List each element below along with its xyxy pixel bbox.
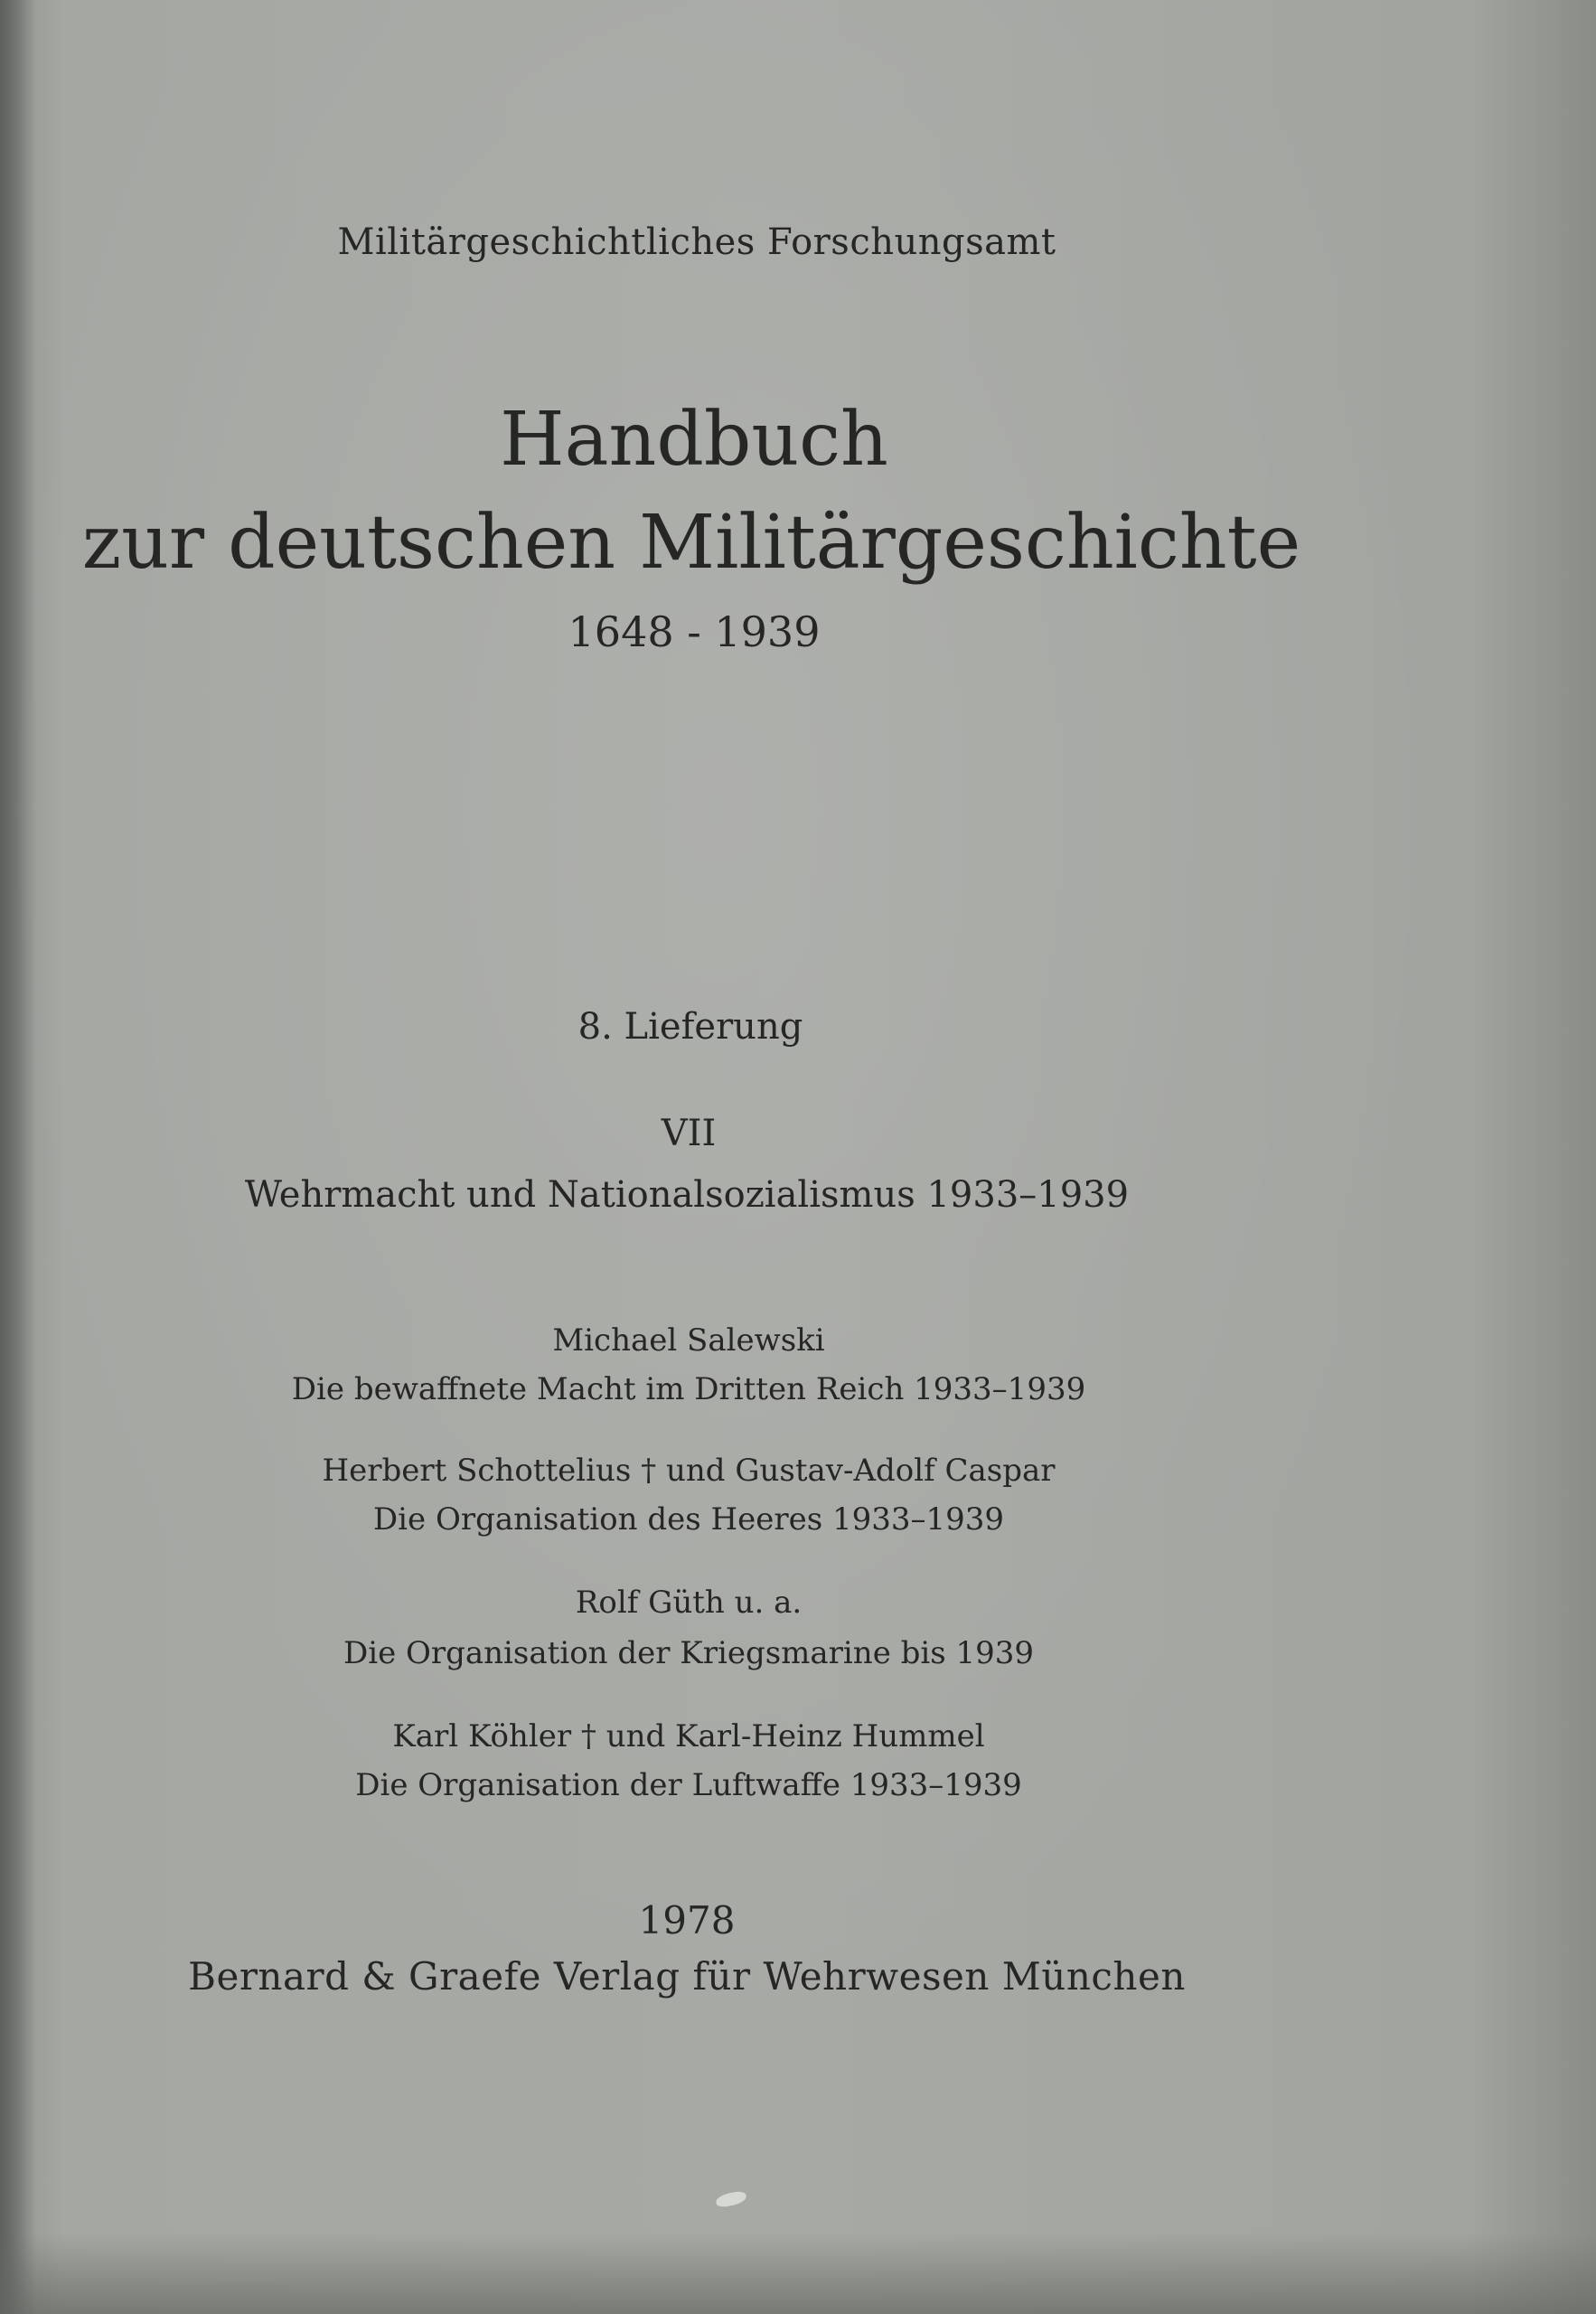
contribution-title: Die bewaffnete Macht im Dritten Reich 1933–1939 [291,1371,1086,1407]
contribution-title: Die Organisation der Luftwaffe 1933–1939 [355,1767,1022,1803]
publisher: Bernard & Graefe Verlag für Wehrwesen München [188,1954,1186,1999]
book-years: 1648 - 1939 [568,607,821,656]
installment-label: 8. Lieferung [577,1006,803,1048]
agency-name: Militärgeschichtliches Forschungsamt [337,221,1056,263]
contribution-authors: Rolf Güth u. a. [575,1585,803,1621]
contribution-title: Die Organisation der Kriegsmarine bis 1939 [343,1635,1035,1671]
contribution-title: Die Organisation des Heeres 1933–1939 [372,1501,1005,1538]
publication-year: 1978 [638,1898,736,1942]
volume-number: VII [661,1113,717,1154]
book-title-line-1: Handbuch [500,397,888,483]
page-left-shadow [0,0,36,2314]
contribution-authors: Michael Salewski [552,1322,825,1359]
paper-speck [715,2190,747,2209]
page-bottom-shadow [0,2233,1596,2314]
contribution-authors: Herbert Schottelius † und Gustav-Adolf Caspar [322,1453,1056,1489]
book-title-line-2: zur deutschen Militärgeschichte [81,500,1301,586]
contribution-authors: Karl Köhler † und Karl-Heinz Hummel [392,1718,985,1754]
volume-subject: Wehrmacht und Nationalsozialismus 1933–1939 [244,1174,1130,1216]
